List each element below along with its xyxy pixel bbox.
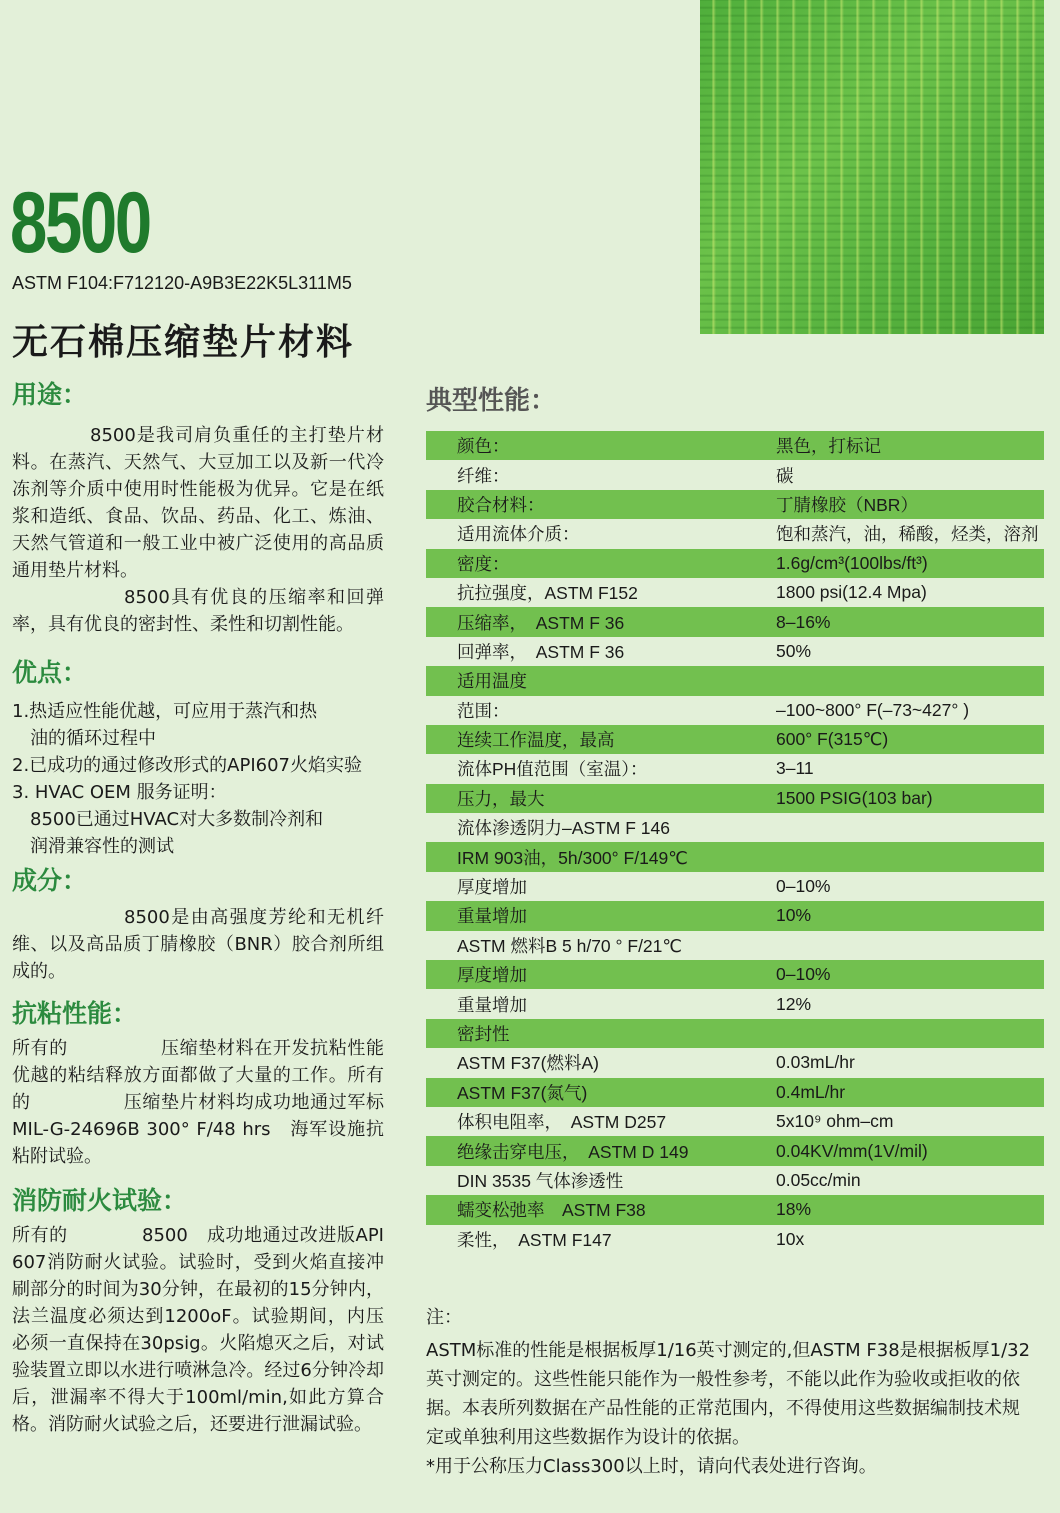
property-row [426,754,1044,783]
property-value: 3–11 [776,758,814,779]
properties-table [426,431,1044,1254]
property-row [426,842,1044,871]
property-name: ASTM 燃料B 5 h/70 ° F/21℃ [457,935,683,956]
property-row [426,1107,1044,1136]
property-row [426,784,1044,813]
property-name: 回弹率， ASTM F 36 [457,641,625,662]
property-value: 0–10% [776,960,1044,989]
advantage-item: 1.热适应性能优越，可应用于蒸汽和热 [12,701,318,722]
property-name: 绝缘击穿电压， ASTM D 149 [426,1136,776,1165]
property-value: 0.03mL/hr [776,1052,855,1073]
property-row [426,1166,1044,1195]
advantage-item: 8500已通过HVAC对大多数制冷剂和 [30,809,324,830]
property-value: 饱和蒸汽，油，稀酸，烃类，溶剂 [776,524,1039,545]
property-value: 1.6g/cm³(100lbs/ft³) [776,549,1044,578]
note-text: ASTM标准的性能是根据板厚1/16英寸测定的,但ASTM F38是根据板厚1/32英寸测定的。这些性能只能作为一般性参考，不能以此作为验收或拒收的依据。本表所列数据在产品性能的正常范围内，不得使用这些数据编制技术规定或单独利用这些数据作为设计的依据。 [426,1340,1031,1448]
gasket-material-photo [700,0,1044,334]
property-name: 适用温度 [426,666,776,695]
property-value: 碳 [776,465,794,486]
property-row [426,1078,1044,1107]
property-value: 12% [776,993,812,1014]
composition-heading: 成分： [12,866,88,895]
astm-code: ASTM F104:F712120-A9B3E22K5L311M5 [12,273,352,293]
property-value: 50% [776,640,812,661]
property-value [776,1019,1044,1048]
advantage-item: 2.已成功的通过修改形式的API607火焰实验 [12,755,363,776]
property-value: 1500 PSIG(103 bar) [776,784,1044,813]
note-heading: 注： [426,1307,462,1328]
property-row [426,490,1044,519]
property-name: 蠕变松弛率 ASTM F38 [426,1195,776,1224]
property-name: 重量增加 [457,994,527,1015]
properties-heading: 典型性能： [426,386,557,416]
property-row [426,666,1044,695]
property-name: 连续工作温度，最高 [426,725,776,754]
property-value: 1800 psi(12.4 Mpa) [776,582,927,603]
property-name: 体积电阻率， ASTM D257 [457,1112,667,1133]
property-row [426,1136,1044,1165]
property-name: 流体渗透阴力–ASTM F 146 [457,818,670,839]
property-name: 密封性 [426,1019,776,1048]
advantages-heading: 优点： [12,658,88,687]
property-row [426,607,1044,636]
property-name: 适用流体介质： [457,524,580,545]
property-row [426,549,1044,578]
property-value [776,842,1044,871]
property-name: 密度： [426,549,776,578]
property-value: 10x [776,1228,805,1249]
property-value: 600° F(315℃) [776,725,1044,754]
anti-stick-heading: 抗粘性能： [12,999,138,1028]
property-name: ASTM F37(氮气) [426,1078,776,1107]
property-row [426,1225,1044,1254]
property-row [426,989,1044,1018]
advantage-item: 3. HVAC OEM 服务证明： [12,782,227,803]
property-name: 厚度增加 [426,960,776,989]
right-column [426,380,1044,1254]
property-row [426,1195,1044,1224]
property-value: –100~800° F(–73~427° ) [776,699,970,720]
property-row [426,578,1044,607]
property-name: ASTM F37(燃料A) [457,1053,599,1074]
fire-test-paragraph: 所有的 8500 成功地通过改进版API 607消防耐火试验。试验时，受到火焰直接冲刷部分的时间为30分钟，在最初的15分钟内，法兰温度必须达到1200oF。试验期间，内压必须一直保持在30psig。火陷熄灭之后，对试验装置立即以水进行喷淋急冷。经过6分钟冷却后，泄漏率不得大于100ml/min,如此方算合格。消防耐火试验之后，还要进行泄漏试验。 [12,1225,384,1435]
page-title: 无石棉压缩垫片材料 [12,322,355,363]
property-row [426,460,1044,489]
property-row [426,519,1044,548]
note-block [426,1303,1036,1481]
property-value: 18% [776,1195,1044,1224]
advantage-item: 润滑兼容性的测试 [30,836,174,857]
property-name: 胶合材料： [426,490,776,519]
advantages-list [12,698,384,860]
property-name: 压缩率， ASTM F 36 [426,607,776,636]
fire-test-heading: 消防耐火试验： [12,1186,188,1215]
property-row [426,813,1044,842]
property-row [426,960,1044,989]
property-value: 0–10% [776,876,831,897]
property-row [426,901,1044,930]
property-name: DIN 3535 气体渗透性 [457,1170,624,1191]
note-footnote: *用于公称压力Class300以上时，请向代表处进行咨询。 [426,1456,877,1477]
property-row [426,725,1044,754]
property-value: 10% [776,901,1044,930]
property-value: 黑色，打标记 [776,431,1044,460]
left-column [12,380,384,1438]
property-value [776,813,1044,842]
property-value: 丁腈橡胶（NBR） [776,490,1044,519]
property-row [426,696,1044,725]
anti-stick-paragraph: 所有的 压缩垫材料在开发抗粘性能优越的粘结释放方面都做了大量的工作。所有的 压缩垫片材料均成功地通过军标MIL-G-24696B 300° F/48 hrs 海军设施抗粘附试验。 [12,1038,384,1167]
property-name: 范围： [457,700,510,721]
property-name: 厚度增加 [457,877,527,898]
product-model: 8500 [10,175,150,271]
composition-paragraph: 8500是由高强度芳纶和无机纤维、以及高品质丁腈橡胶（BNR）胶合剂所组成的。 [12,907,384,982]
property-row [426,1019,1044,1048]
usage-paragraph-2: 8500具有优良的压缩率和回弹率，具有优良的密封性、柔性和切割性能。 [12,587,384,635]
property-name: 压力，最大 [426,784,776,813]
property-row [426,431,1044,460]
property-name: 抗拉强度，ASTM F152 [457,583,638,604]
property-value: 5x10⁹ ohm–cm [776,1111,894,1132]
property-value [776,666,1044,695]
property-row [426,637,1044,666]
property-value: 0.04KV/mm(1V/mil) [776,1136,1044,1165]
property-value: 8–16% [776,607,1044,636]
property-name: 流体PH值范围（室温）： [457,759,648,780]
usage-heading: 用途： [12,380,88,409]
property-name: 重量增加 [426,901,776,930]
property-value: 0.05cc/min [776,1169,861,1190]
property-value: 0.4mL/hr [776,1078,1044,1107]
usage-paragraph-1: 8500是我司肩负重任的主打垫片材料。在蒸汽、天然气、大豆加工以及新一代冷冻剂等介质中使用时性能极为优异。它是在纸浆和造纸、食品、饮品、药品、化工、炼油、天然气管道和一般工业中被广泛使用的高品质通用垫片材料。 [12,425,384,581]
property-name: 颜色： [426,431,776,460]
property-row [426,1048,1044,1077]
advantage-item: 油的循环过程中 [30,728,156,749]
property-row [426,931,1044,960]
property-name: 柔性， ASTM F147 [457,1229,612,1250]
property-value [776,931,1044,960]
property-row [426,872,1044,901]
property-name: IRM 903油，5h/300° F/149℃ [426,842,776,871]
property-name: 纤维： [457,465,510,486]
